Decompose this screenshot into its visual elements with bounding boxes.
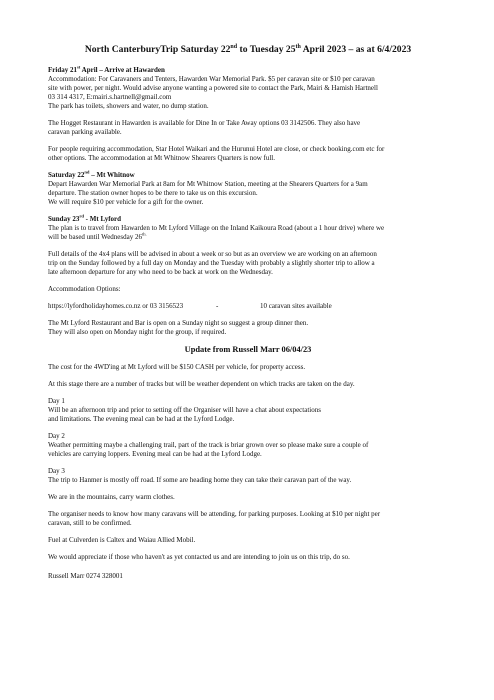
- accommodation-options-row: [48, 302, 448, 311]
- cost-line: The cost for the 4WD'ing at Mt Lyford will be $150 CASH per vehicle, for property access.: [48, 363, 306, 371]
- day1-line: Will be an afternoon trip and prior to setting off the Organiser will have a chat about expectations: [48, 406, 321, 414]
- organiser-line: The organiser needs to know how many caravans will be attending, for parking purposes. Looking at $10 per night per: [48, 510, 381, 518]
- mountains-line: We are in the mountains, carry warm clothes.: [48, 493, 175, 501]
- tracks-line: At this stage there are a number of tracks but will be weather dependent on which tracks are taken on the day.: [48, 380, 355, 388]
- friday-heading: [48, 66, 448, 75]
- friday-accommodation-line: Accommodation: For Caravaners and Tenters, Hawarden War Memorial Park. $5 per caravan site or $10 per caravan: [48, 75, 375, 83]
- day3-label: Day 3: [48, 467, 65, 475]
- day2-label: Day 2: [48, 432, 65, 440]
- heading-text: Sunday 23: [48, 215, 80, 223]
- signature-line: Russell Marr 0274 328001: [48, 572, 123, 580]
- other-accommodation-line: other options. The accommodation at Mt Whitnow Shearers Quarters is now full.: [48, 154, 276, 162]
- heading-text: – Mt Whitnow: [89, 171, 135, 179]
- appreciate-line: We would appreciate if those who haven't as yet contacted us and are intending to join us on this trip, do so.: [48, 553, 350, 561]
- heading-superscript: nd: [84, 169, 90, 175]
- sunday-details-line: trip on the Sunday followed by a full day on Monday and the Tuesday with probably a slightly shorter trip to allow a: [48, 259, 375, 267]
- fuel-line: Fuel at Culverden is Caltex and Waiau Allied Mobil.: [48, 536, 196, 544]
- day1-label: Day 1: [48, 397, 65, 405]
- saturday-heading: [48, 171, 448, 180]
- saturday-line: We will require $10 per vehicle for a gift for the owner.: [48, 198, 204, 206]
- organiser-line: caravan, still to be confirmed.: [48, 519, 132, 527]
- friday-facilities-line: The park has toilets, showers and water, no dump station.: [48, 102, 209, 110]
- sunday-details-line: late afternoon departure for any who need to be back at work on the Wednesday.: [48, 268, 273, 276]
- sunday-line: [48, 233, 448, 242]
- day2-line: vehicles are carrying loppers. Evening meal can be had at the Lyford Lodge.: [48, 450, 262, 458]
- title-text: North CanterburyTrip Saturday 22: [84, 44, 231, 55]
- heading-superscript: rd: [79, 213, 84, 219]
- update-heading: Update from Russell Marr 06/04/23: [184, 345, 312, 354]
- accommodation-options-label: Accommodation Options:: [48, 285, 121, 293]
- sunday-line: The plan is to travel from Hawarden to Mt Lyford Village on the Inland Kaikoura Road (about a 1 hour drive) where we: [48, 224, 385, 232]
- caravan-sites-text: 10 caravan sites available: [260, 302, 332, 310]
- day1-line: and limitations. The evening meal can be had at the Lyford Lodge.: [48, 415, 235, 423]
- sunday-heading: [48, 215, 448, 224]
- heading-superscript: st: [76, 64, 81, 70]
- title-text: April 2023 – as at 6/4/2023: [300, 44, 412, 55]
- friday-contact-line: 03 314 4317, E:mairi.s.hartnell@gmail.com: [48, 93, 172, 101]
- accommodation-dash: -: [216, 302, 219, 310]
- restaurant-line: They will also open on Monday night for the group, if required.: [48, 328, 227, 336]
- hogget-restaurant-line: caravan parking available.: [48, 128, 122, 136]
- saturday-line: departure. The station owner hopes to be there to take us on this excursion.: [48, 189, 258, 197]
- hogget-restaurant-line: The Hogget Restaurant in Hawarden is available for Dine In or Take Away options 03 3142506. They also have: [48, 119, 361, 127]
- day3-line: The trip to Hanmer is mostly off road. If some are heading home they can take their caravan part of the way.: [48, 476, 352, 484]
- other-accommodation-line: For people requiring accommodation, Star Hotel Waikari and the Hurunui Hotel are close, or check booking.com etc for: [48, 145, 385, 153]
- title-superscript: nd: [230, 43, 238, 50]
- restaurant-line: The Mt Lyford Restaurant and Bar is open on a Sunday night so suggest a group dinner then.: [48, 319, 309, 327]
- heading-text: Friday 21: [48, 66, 77, 74]
- title-text: to Tuesday 25: [237, 44, 296, 55]
- accommodation-link[interactable]: https://lyfordholidayhomes.co.nz or 03 3156523: [48, 302, 184, 310]
- title-superscript: th: [295, 43, 301, 50]
- friday-accommodation-line: site with power, per night. Would advise anyone wanting a powered site to contact the Park, Mairi & Hamish Hartnell: [48, 84, 378, 92]
- saturday-line: Depart Hawarden War Memorial Park at 8am for Mt Whitnow Station, meeting at the Shearers Quarters for a 9am: [48, 180, 368, 188]
- document-title: [48, 0, 448, 56]
- sunday-line-text: will be based until Wednesday 26: [48, 233, 142, 241]
- heading-text: Saturday 22: [48, 171, 85, 179]
- sunday-line-superscript: th.: [141, 231, 147, 237]
- day2-line: Weather permitting maybe a challenging trail, part of the track is briar grown over so please make sure a couple of: [48, 441, 369, 449]
- sunday-details-line: Full details of the 4x4 plans will be advised in about a week or so but as an overview we are working on an afternoon: [48, 250, 377, 258]
- heading-text: - Mt Lyford: [83, 215, 122, 223]
- heading-text: April – Arrive at Hawarden: [80, 66, 165, 74]
